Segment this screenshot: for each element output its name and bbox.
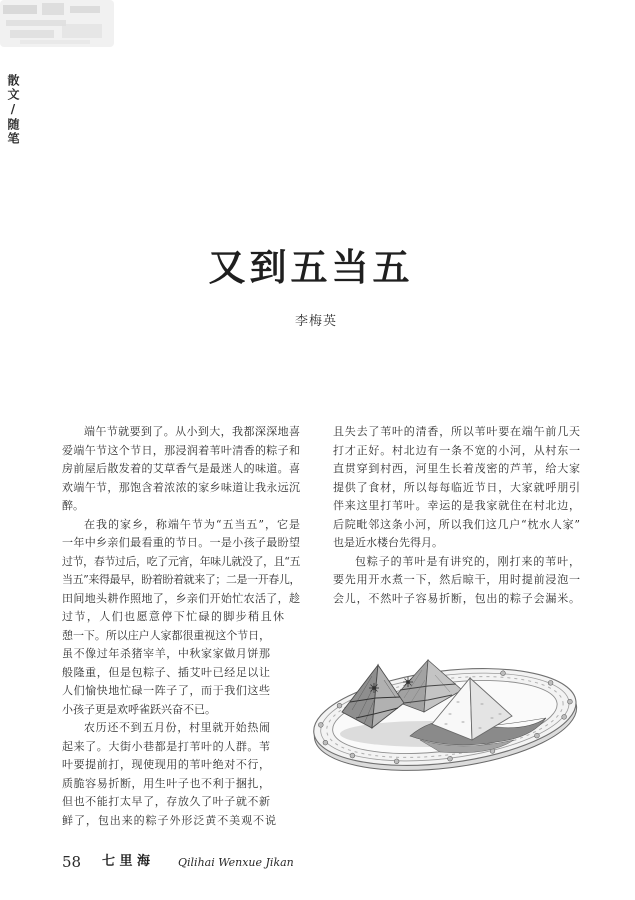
text-line: 后院毗邻这条小河，所以我们这几户“枕水人家” [333, 517, 580, 531]
text-line: 欢端午节，那饱含着浓浓的家乡味道让我永远沉 [62, 480, 300, 494]
text-line: 般隆重，但是包粽子、插艾叶已经足以让 [62, 665, 270, 679]
text-line: 也是近水楼台先得月。 [333, 536, 443, 549]
text-line: 农历还不到五月份，村里就开始热闹 [84, 721, 270, 734]
text-line: 人们愉快地忙碌一阵子了，而于我们这些 [62, 684, 270, 697]
paragraph [62, 516, 300, 720]
article-author: 李梅英 [294, 314, 337, 329]
text-line: 但也不能打太早了，存放久了叶子就不新 [62, 795, 270, 808]
text-line: 一年中乡亲们最看重的节日。一是小孩子最盼望 [62, 536, 300, 549]
text-line: 在我的家乡，称端午节为“五当五”，它是 [84, 517, 300, 531]
text-line: 过节，人们也愿意停下忙碌的脚步稍且休 [62, 610, 284, 623]
paragraph [333, 423, 580, 553]
text-line: 伴来这里打苇叶。幸运的是我家就住在村北边， [333, 499, 580, 512]
zongzi-plate-illustration [300, 640, 590, 785]
section-label: 散文/随笔 [6, 74, 20, 146]
text-line: 提供了食材，所以每每临近节日，大家就呼朋引 [333, 480, 580, 494]
text-line: 打才正好。村北边有一条不宽的小河，从村东一 [333, 443, 580, 457]
text-line: 虽不像过年杀猪宰羊，中秋家家做月饼那 [62, 647, 270, 660]
text-line: 直贯穿到村西，河里生长着茂密的芦苇，给大家 [333, 462, 580, 475]
text-line: 端午节就要到了。从小到大，我都深深地喜 [84, 425, 300, 438]
page-number: 58 [62, 853, 82, 871]
text-line: 醉。 [62, 499, 84, 512]
paragraph [62, 719, 300, 830]
text-line: 房前屋后散发着的艾草香气是最迷人的味道。喜 [62, 462, 300, 475]
knot-icon [369, 683, 379, 693]
text-line: 鲜了，包出来的粽子外形泛黄不美观不说 [62, 813, 276, 827]
text-line: 憩一下。所以庄户人家都很重视这个节日， [62, 628, 270, 642]
magazine-name-pinyin: Qilihai Wenxue Jikan [178, 856, 294, 869]
corner-print-decoration [0, 0, 120, 52]
text-line: 叶要提前打，现使现用的苇叶绝对不行， [62, 758, 270, 771]
article-title: 又到五当五 [208, 246, 414, 289]
text-line: 会儿，不然叶子容易折断，包出的粽子会漏米。 [333, 591, 580, 605]
paragraph [62, 423, 300, 516]
knot-icon [403, 677, 413, 687]
text-line: 质脆容易折断，用生叶子也不利于捆扎， [62, 776, 270, 790]
text-line: 小孩子更是欢呼雀跃兴奋不已。 [62, 702, 216, 716]
text-line: 包粽子的苇叶是有讲究的，刚打来的苇叶， [355, 554, 580, 568]
text-line: 当五”来得最早，盼着盼着就来了；二是一开春儿， [62, 573, 300, 586]
text-line: 且失去了苇叶的清香，所以苇叶要在端午前几天 [333, 425, 580, 438]
magazine-name: 七 里 海 [102, 854, 151, 869]
text-line: 田间地头耕作照地了，乡亲们开始忙农活了，趁 [62, 591, 300, 605]
left-column [62, 423, 300, 830]
paragraph [333, 553, 580, 609]
text-line: 过节，春节过后，吃了元宵，年味儿就没了，且“五 [62, 554, 300, 568]
right-column [333, 423, 580, 608]
text-line: 起来了。大街小巷都是打苇叶的人群。苇 [62, 739, 270, 753]
text-line: 要先用开水煮一下，然后晾干，用时提前浸泡一 [333, 573, 580, 586]
text-line: 爱端午节这个节日，那浸润着苇叶清香的粽子和 [62, 443, 300, 457]
